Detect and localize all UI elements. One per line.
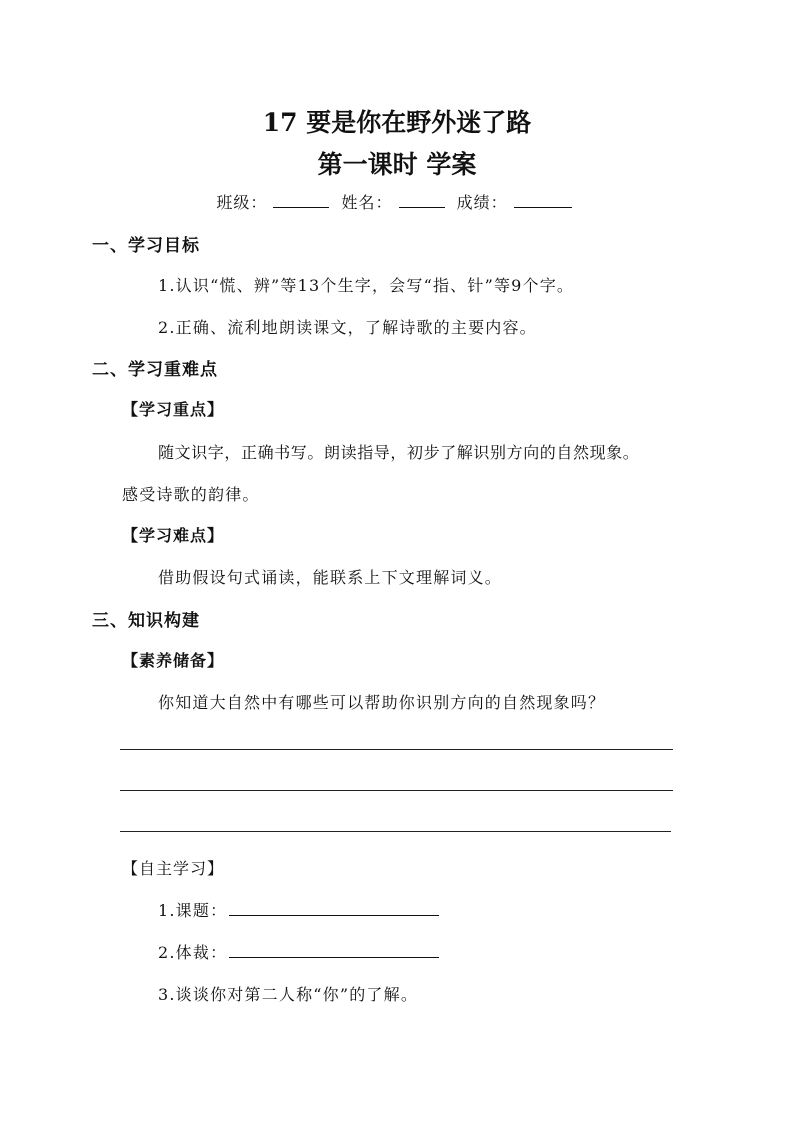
page-title: 17 要是你在野外迷了路 (262, 108, 532, 137)
question-1 (158, 898, 439, 921)
difficult-point-text: 借助假设句式诵读，能联系上下文理解词义。 (158, 568, 503, 587)
section-heading-goals: 一、学习目标 (92, 236, 200, 256)
name-label: 姓名： (341, 193, 393, 212)
question-2 (158, 940, 439, 963)
preparation-question: 你知道大自然中有哪些可以帮助你识别方向的自然现象吗？ (158, 693, 606, 712)
score-field[interactable] (514, 193, 572, 208)
difficult-point-label: 【学习难点】 (122, 526, 225, 545)
class-label: 班级： (216, 193, 268, 212)
key-point-text-line2: 感受诗歌的韵律。 (122, 485, 260, 504)
student-info-row (0, 190, 794, 213)
page-subtitle: 第一课时 学案 (317, 150, 477, 179)
title-answer-field[interactable] (229, 901, 439, 916)
name-field[interactable] (399, 193, 445, 208)
answer-line-2[interactable] (120, 790, 673, 791)
section-heading-knowledge: 三、知识构建 (92, 611, 200, 631)
answer-line-3[interactable] (120, 831, 671, 832)
key-point-label: 【学习重点】 (122, 400, 225, 419)
answer-line-1[interactable] (120, 749, 673, 750)
preparation-label: 【素养储备】 (122, 651, 225, 670)
key-point-text-line1: 随文识字，正确书写。朗读指导，初步了解识别方向的自然现象。 (158, 443, 640, 462)
genre-answer-field[interactable] (229, 943, 439, 958)
question-1-label: 1.课题： (158, 901, 228, 920)
class-field[interactable] (273, 193, 329, 208)
goal-item-1: 1.认识“慌、辨”等13个生字，会写“指、针”等9个字。 (158, 276, 575, 295)
section-heading-key-points: 二、学习重难点 (92, 360, 218, 380)
goal-item-2: 2.正确、流利地朗读课文，了解诗歌的主要内容。 (158, 318, 537, 337)
score-label: 成绩： (456, 193, 508, 212)
question-3: 3.谈谈你对第二人称“你”的了解。 (158, 985, 419, 1004)
self-study-label: 【自主学习】 (122, 859, 225, 878)
question-2-label: 2.体裁： (158, 943, 228, 962)
